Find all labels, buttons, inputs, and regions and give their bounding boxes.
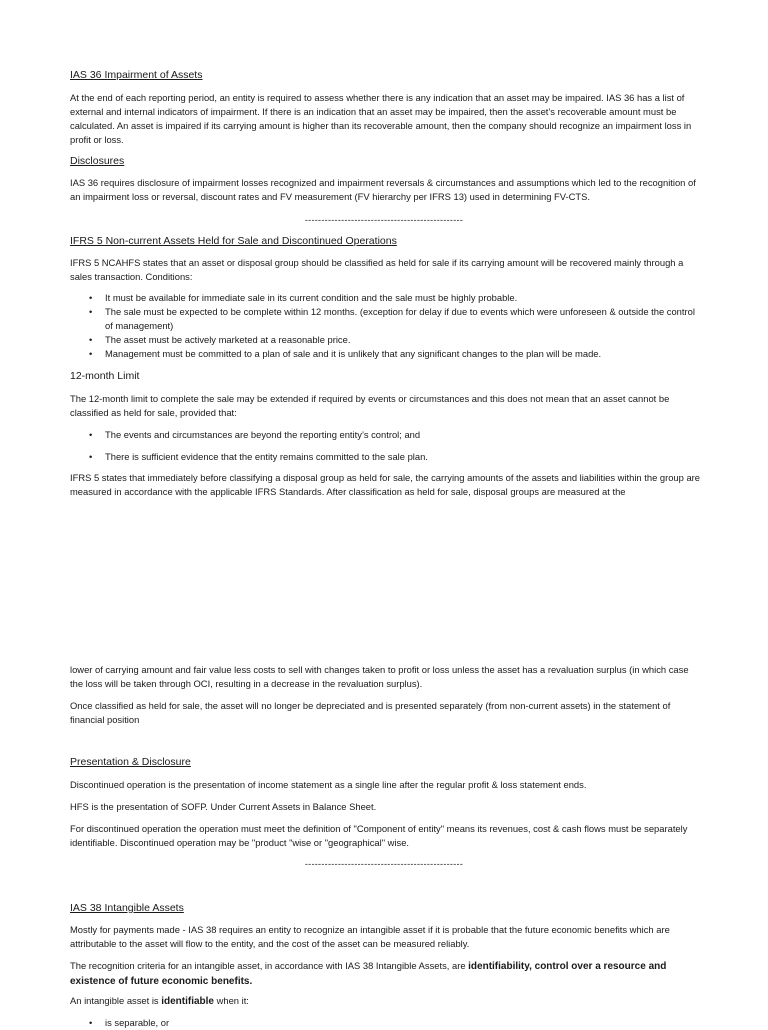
list-item: • The asset must be actively marketed at a reasonable price. <box>89 334 351 345</box>
disclosures-title: Disclosures <box>70 155 125 167</box>
bullet-icon: • <box>89 306 93 317</box>
presentation-disclosure-title: Presentation & Disclosure <box>70 756 191 768</box>
twelve-month-limit-paragraph: The 12-month limit to complete the sale may be extended if required by events or circumstances and this does not mean that an asset cannot be classified as held for sale, provided that: <box>70 393 670 418</box>
list-item: • It must be available for immediate sale in its current condition and the sale must be highly probable. <box>89 292 518 303</box>
section-title-ias38: IAS 38 Intangible Assets <box>70 902 184 914</box>
ifrs5-intro: IFRS 5 NCAHFS states that an asset or disposal group should be classified as held for sale if its carrying amount will be recovered mainly through a sales transaction. Conditions: <box>70 257 684 282</box>
measurement-paragraph-part1: IFRS 5 states that immediately before classifying a disposal group as held for sale, the carrying amounts of the assets and liabilities within the group are measured in accordance with the applicable IFRS Standards. After classification as held for sale, disposal groups are measured at the <box>70 472 701 497</box>
section-title-ifrs5: IFRS 5 Non-current Assets Held for Sale and Discontinued Operations <box>70 235 397 247</box>
list-item: • The events and circumstances are beyond the reporting entity’s control; and <box>89 429 421 440</box>
bullet-icon: • <box>89 292 93 303</box>
identifiable-list <box>70 1016 700 1030</box>
conditions-list <box>70 291 700 361</box>
disclosures-paragraph: IAS 36 requires disclosure of impairment losses recognized and impairment reversals & circumstances and assumptions which led to the recognition of an impairment loss or reversal, discount rates and FV measurement (FV hierarchy per IFRS 13) used in determining FV-CTS. <box>70 177 696 202</box>
bullet-icon: • <box>89 348 93 359</box>
section-divider: ------------------------------------------------ <box>304 859 464 869</box>
measurement-paragraph-part2: lower of carrying amount and fair value less costs to sell with changes taken to profit or loss unless the asset has a revaluation surplus (in which case the loss will be taken through OCI, resulting in a decrease in the revaluation surplus). <box>70 664 689 689</box>
twelve-month-limit-title: 12-month Limit <box>70 370 140 382</box>
ias36-paragraph: At the end of each reporting period, an entity is required to assess whether there is any indication that an asset may be impaired. IAS 36 has a list of external and internal indicators of impairment. If there is an indication that an asset may be impaired, then the asset’s recoverable amount must be calculated. An asset is impaired if its carrying amount is higher than its recoverable amount, then the company should recognize an impairment loss in profit or loss. <box>70 92 692 145</box>
bullet-icon: • <box>89 334 93 345</box>
presentation-paragraph-3: For discontinued operation the operation must meet the definition of "Component of entity" means its revenues, cost & cash flows must be separately identifiable. Discontinued operation may be "product "wise or "geographical" wise. <box>70 823 688 848</box>
limit-conditions-list-2 <box>70 450 700 464</box>
list-item: • There is sufficient evidence that the entity remains committed to the sale plan. <box>89 451 428 462</box>
section-divider: ------------------------------------------------ <box>304 215 464 225</box>
list-item: • The sale must be expected to be complete within 12 months. (exception for delay if due to events which were unforeseen & outside the control of management) <box>89 306 695 331</box>
bullet-icon: • <box>89 429 93 440</box>
bullet-icon: • <box>89 451 93 462</box>
ias38-recognition-criteria: The recognition criteria for an intangible asset, in accordance with IAS 38 Intangible Assets, are identifiability, control over a resource and existence of future economic benefits. <box>70 960 667 987</box>
limit-conditions-list <box>70 428 700 442</box>
ias38-paragraph-1: Mostly for payments made - IAS 38 requires an entity to recognize an intangible asset if it is probable that the future economic benefits which are attributable to the asset will flow to the entity, and the cost of the asset can be measured reliably. <box>70 924 670 949</box>
ias38-identifiable: An intangible asset is identifiable when it: <box>70 995 249 1007</box>
depreciation-paragraph: Once classified as held for sale, the asset will no longer be depreciated and is presented separately (from non-current assets) in the statement of financial position <box>70 700 671 725</box>
section-title-ias36: IAS 36 Impairment of Assets <box>70 69 203 81</box>
bullet-icon: • <box>89 1017 93 1028</box>
list-item: • Management must be committed to a plan of sale and it is unlikely that any significant changes to the plan will be made. <box>89 348 602 359</box>
presentation-paragraph-2: HFS is the presentation of SOFP. Under Current Assets in Balance Sheet. <box>70 801 377 812</box>
list-item: • is separable, or <box>89 1017 170 1028</box>
presentation-paragraph-1: Discontinued operation is the presentation of income statement as a single line after the regular profit & loss statement ends. <box>70 779 587 790</box>
